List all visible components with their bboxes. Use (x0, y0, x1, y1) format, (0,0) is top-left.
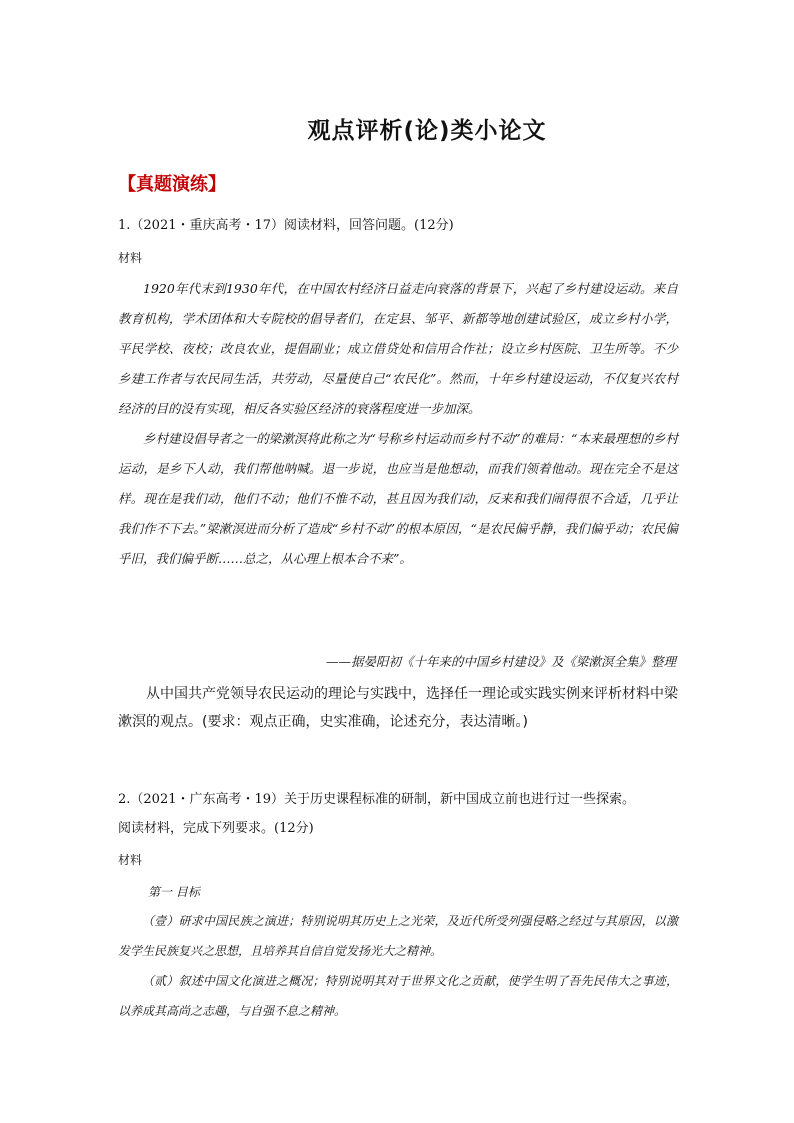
material-paragraph: （贰）叙述中国文化演进之概况；特别说明其对于世界文化之贡献，使学生明了吾先民伟大之事迹，以养成其高尚之志趣，与自强不息之精神。 (118, 974, 678, 1018)
question-1-stem: 1.（2021・重庆高考・17）阅读材料，回答问题。(12分) (118, 218, 454, 233)
question-2-subheading: 第一 目标 (148, 885, 200, 899)
material-paragraph: 1920年代末到1930年代，在中国农村经济日益走向衰落的背景下，兴起了乡村建设运动。来自教育机构，学术团体和大专院校的倡导者们，在定县、邹平、新都等地创建试验区，成立乡村小学，平民学校、夜校；改良农业，提倡副业；成立借贷处和信用合作社；设立乡村医院、卫生所等。不少乡建工作者与农民同生活，共劳动，尽量使自己“农民化”。然而，十年乡村建设运动，不仅复兴农村经济的目的没有实现，相反各实验区经济的衰落程度进一步加深。 (118, 281, 678, 416)
question-2-stem-line-1: 2.（2021・广东高考・19）关于历史课程标准的研制，新中国成立前也进行过一些探索。 (118, 792, 636, 807)
section-heading: 【真题演练】 (118, 174, 226, 195)
question-2-material (118, 906, 678, 1026)
question-1-source: ——据晏阳初《十年来的中国乡村建设》及《梁漱溟全集》整理 (325, 654, 676, 669)
question-1-material-label: 材料 (118, 251, 143, 265)
question-2-stem-line-2: 阅读材料，完成下列要求。(12分) (118, 821, 314, 836)
material-paragraph: （壹）研求中国民族之演进；特别说明其历史上之光荣，及近代所受列强侵略之经过与其原因，以激发学生民族复兴之思想，且培养其自信自觉发扬光大之精神。 (118, 914, 678, 958)
question-1-material (118, 274, 678, 574)
question-1-prompt: 从中国共产党领导农民运动的理论与实践中，选择任一理论或实践实例来评析材料中梁漱溟的观点。(要求：观点正确，史实准确，论述充分，表达清晰。) (118, 686, 678, 730)
page-title: 观点评析(论)类小论文 (307, 118, 547, 144)
question-2-material-label: 材料 (118, 853, 143, 867)
material-paragraph: 乡村建设倡导者之一的梁漱溟将此称之为“号称乡村运动而乡村不动”的难局：“本来最理想的乡村运动，是乡下人动，我们帮他呐喊。退一步说，也应当是他想动，而我们领着他动。现在完全不是这样。现在是我们动，他们不动；他们不惟不动，甚且因为我们动，反来和我们闹得很不合适，几乎让我们作不下去。”梁漱溟进而分析了造成“乡村不动”的根本原因，“是农民偏乎静，我们偏乎动；农民偏乎旧，我们偏乎断……总之，从心理上根本合不来”。 (118, 431, 678, 566)
